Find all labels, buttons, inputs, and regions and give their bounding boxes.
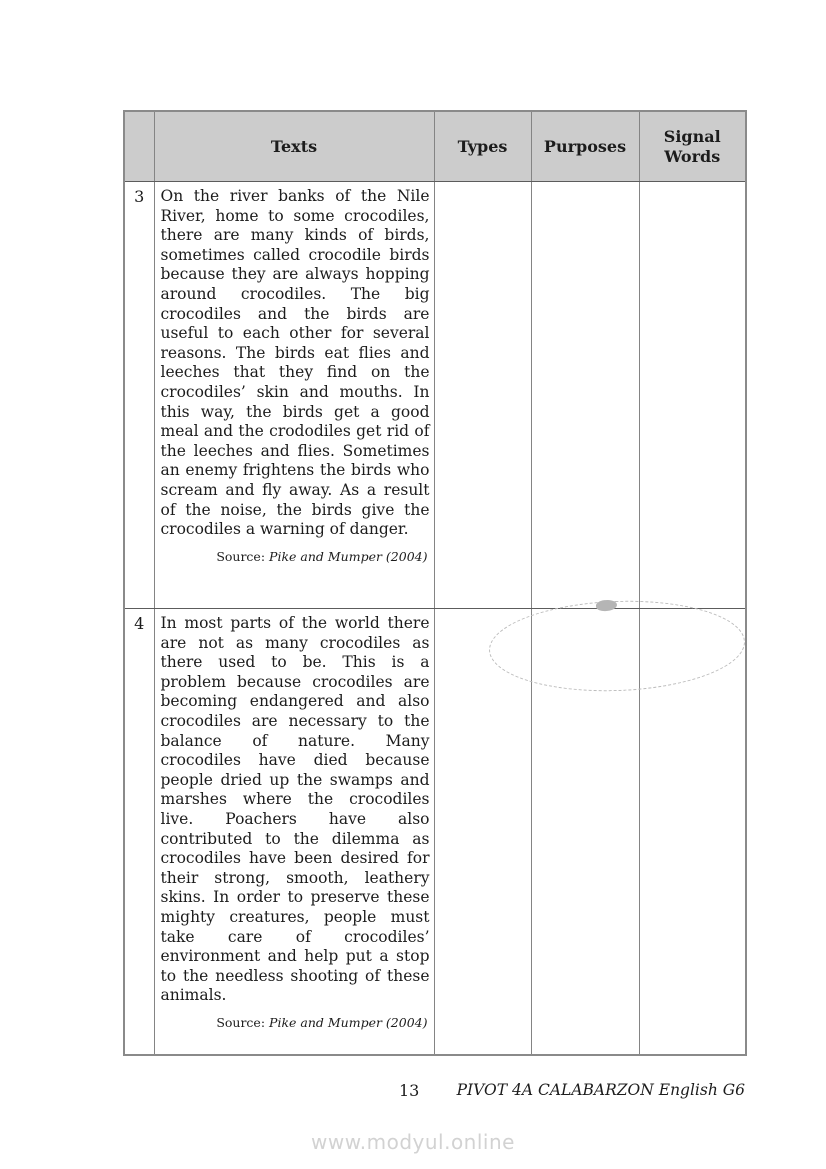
source-label: Source:: [216, 1014, 266, 1030]
table-row: [124, 182, 746, 609]
header-number: [124, 111, 154, 182]
text-paragraph: In most parts of the world there are not as many crocodiles as there used to be. This is a problem because crocodiles are becoming endangered and also crocodiles are necessary to the balance of nature. Many crocodiles have died because people dried up the swamps and marshes where the crocodiles live. Poachers have also contributed to the dilemma as crocodiles have been desired for their strong, smooth, leathery skins. In order to preserve these mighty creatures, people must take care of crocodiles’ environment and help put a stop to the needless shooting of these animals.: [160, 614, 430, 1005]
footer-module-label: PIVOT 4A CALABARZON English G6: [456, 1081, 745, 1099]
row-number: 4: [124, 609, 154, 1056]
watermark-text: www.modyul.online: [311, 1130, 515, 1154]
header-types: Types: [434, 111, 531, 182]
page-number: 13: [399, 1081, 420, 1100]
header-signal-words: Signal Words: [639, 111, 746, 182]
table-header-row: [124, 111, 746, 182]
source-label: Source:: [216, 548, 266, 564]
text-cell: [154, 609, 434, 1056]
purposes-cell-empty: [531, 609, 639, 1056]
types-cell-empty: [434, 182, 531, 609]
header-texts: Texts: [154, 111, 434, 182]
signal-words-cell-empty: [639, 182, 746, 609]
source-line: [161, 549, 430, 564]
source-reference: Pike and Mumper (2004): [269, 1014, 428, 1030]
header-purposes: Purposes: [531, 111, 639, 182]
texts-analysis-table: [123, 110, 747, 1056]
text-paragraph: On the river banks of the Nile River, home to some crocodiles, there are many kinds of birds, sometimes called crocodile birds because they are always hopping around crocodiles. The big crocodiles and the birds are useful to each other for several reasons. The birds eat flies and leeches that they find on the crocodiles’ skin and mouths. In this way, the birds get a good meal and the crododiles get rid of the leeches and flies. Sometimes an enemy frightens the birds who scream and fly away. As a result of the noise, the birds give the crocodiles a warning of danger.: [160, 187, 430, 539]
row-number: 3: [124, 182, 154, 609]
source-line: [161, 1015, 430, 1030]
signal-words-cell-empty: [639, 609, 746, 1056]
text-cell: [154, 182, 434, 609]
table-row: [124, 609, 746, 1056]
source-reference: Pike and Mumper (2004): [269, 548, 428, 564]
purposes-cell-empty: [531, 182, 639, 609]
types-cell-empty: [434, 609, 531, 1056]
